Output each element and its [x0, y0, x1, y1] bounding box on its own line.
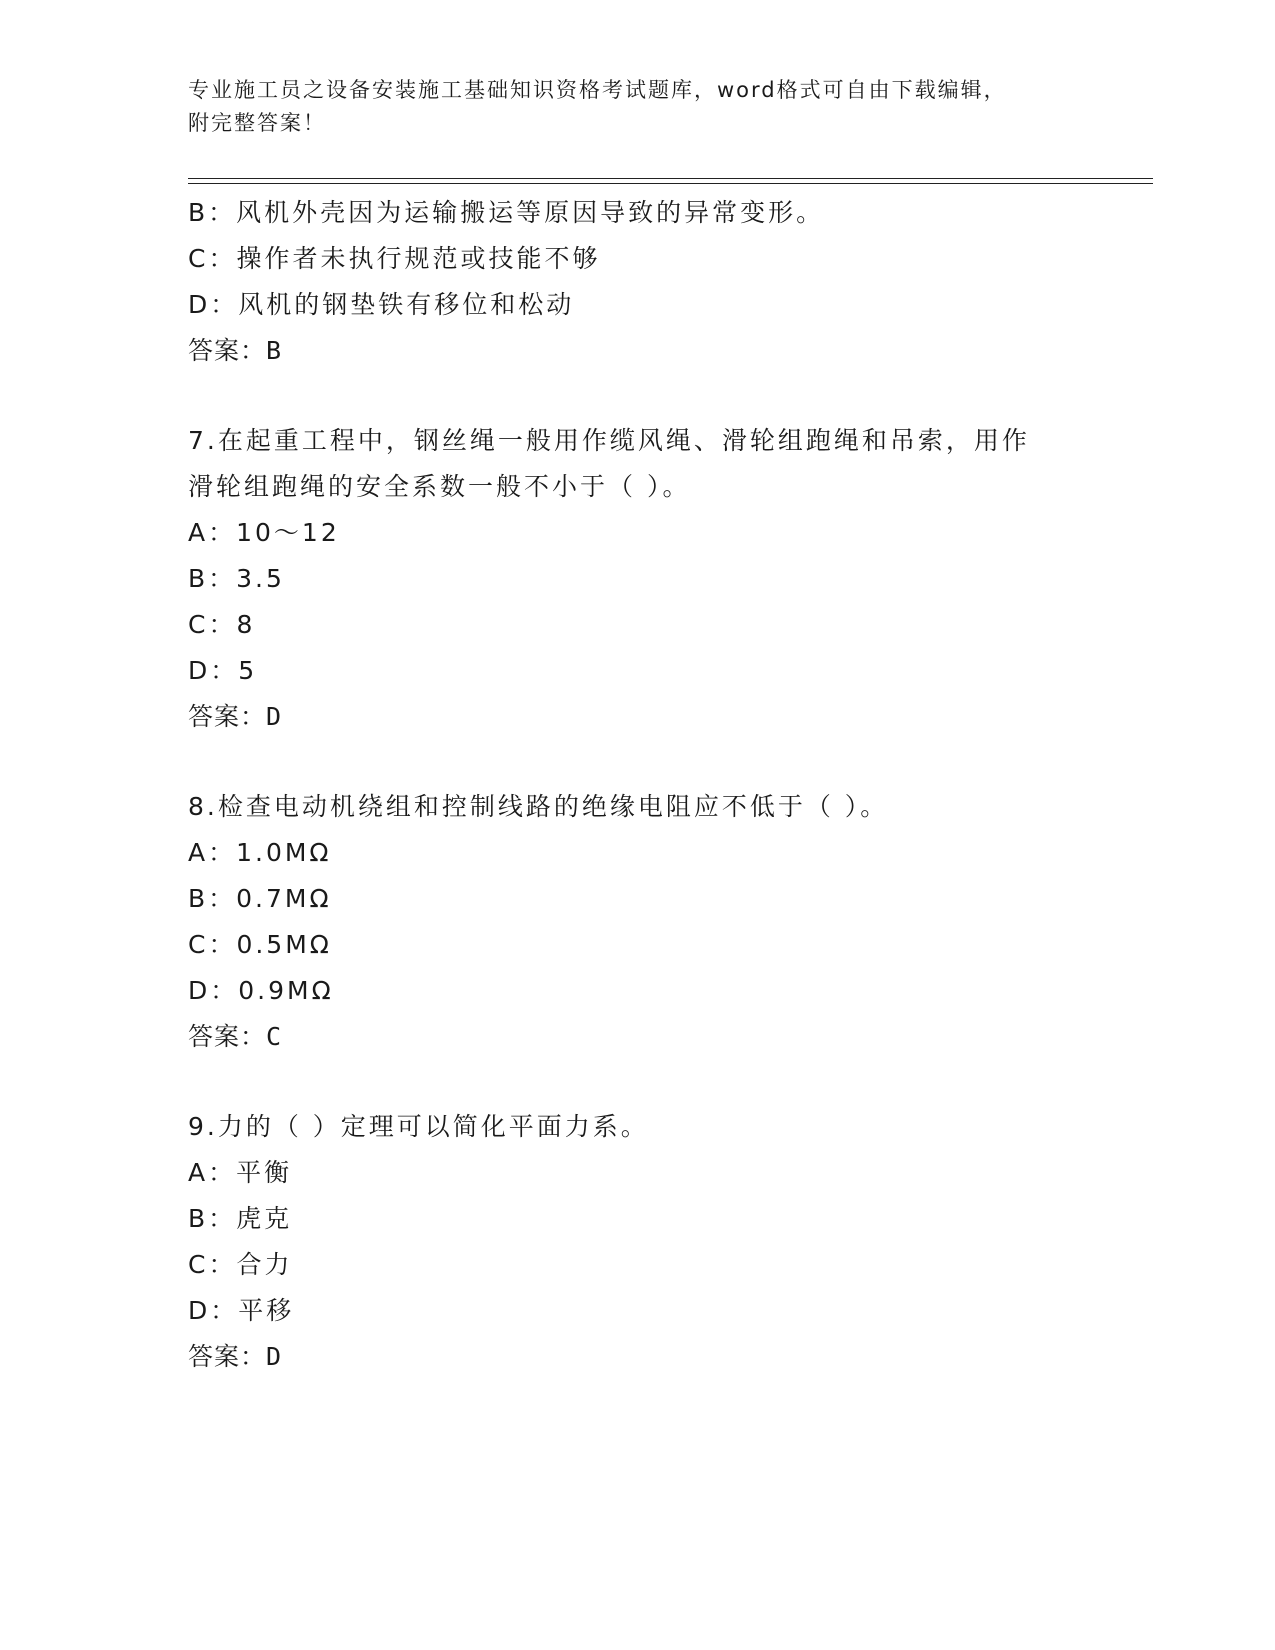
q8-stem: 8.检查电动机绕组和控制线路的绝缘电阻应不低于（ ）。 [188, 792, 889, 821]
page-header [188, 74, 1088, 140]
header-rule-top [188, 178, 1153, 179]
q7-stem-line-1: 7.在起重工程中，钢丝绳一般用作缆风绳、滑轮组跑绳和吊索，用作 [188, 426, 1030, 455]
q7-option-a: A：10～12 [188, 518, 340, 547]
q8-option-c: C：0.5MΩ [188, 930, 332, 959]
spacer [188, 374, 1128, 418]
q9-option-a: A：平衡 [188, 1158, 293, 1187]
q8-answer: 答案：C [188, 1022, 283, 1051]
question-6 [188, 190, 1128, 374]
spacer [188, 740, 1128, 784]
header-rule-bottom [188, 183, 1153, 184]
q7-answer: 答案：D [188, 702, 283, 731]
spacer [188, 1060, 1128, 1104]
question-8 [188, 784, 1128, 1060]
q7-option-b: B：3.5 [188, 564, 285, 593]
q7-stem-line-2: 滑轮组跑绳的安全系数一般不小于（ ）。 [188, 472, 691, 501]
q9-option-c: C：合力 [188, 1250, 293, 1279]
q6-option-d: D：风机的钢垫铁有移位和松动 [188, 290, 575, 319]
q8-option-d: D：0.9MΩ [188, 976, 334, 1005]
q6-option-b: B：风机外壳因为运输搬运等原因导致的异常变形。 [188, 198, 825, 227]
q6-option-c: C：操作者未执行规范或技能不够 [188, 244, 601, 273]
header-line-2: 附完整答案！ [188, 111, 326, 135]
question-7 [188, 418, 1128, 740]
question-list [188, 190, 1128, 1380]
q7-option-c: C：8 [188, 610, 256, 639]
header-line-1: 专业施工员之设备安装施工基础知识资格考试题库，word格式可自由下载编辑， [188, 78, 1007, 102]
q7-option-d: D：5 [188, 656, 258, 685]
question-9 [188, 1104, 1128, 1380]
q9-answer: 答案：D [188, 1342, 283, 1371]
q9-option-b: B：虎克 [188, 1204, 293, 1233]
q9-option-d: D：平移 [188, 1296, 295, 1325]
q8-option-b: B：0.7MΩ [188, 884, 332, 913]
q9-stem: 9.力的（ ）定理可以简化平面力系。 [188, 1112, 649, 1141]
q8-option-a: A：1.0MΩ [188, 838, 332, 867]
q6-answer: 答案：B [188, 336, 283, 365]
